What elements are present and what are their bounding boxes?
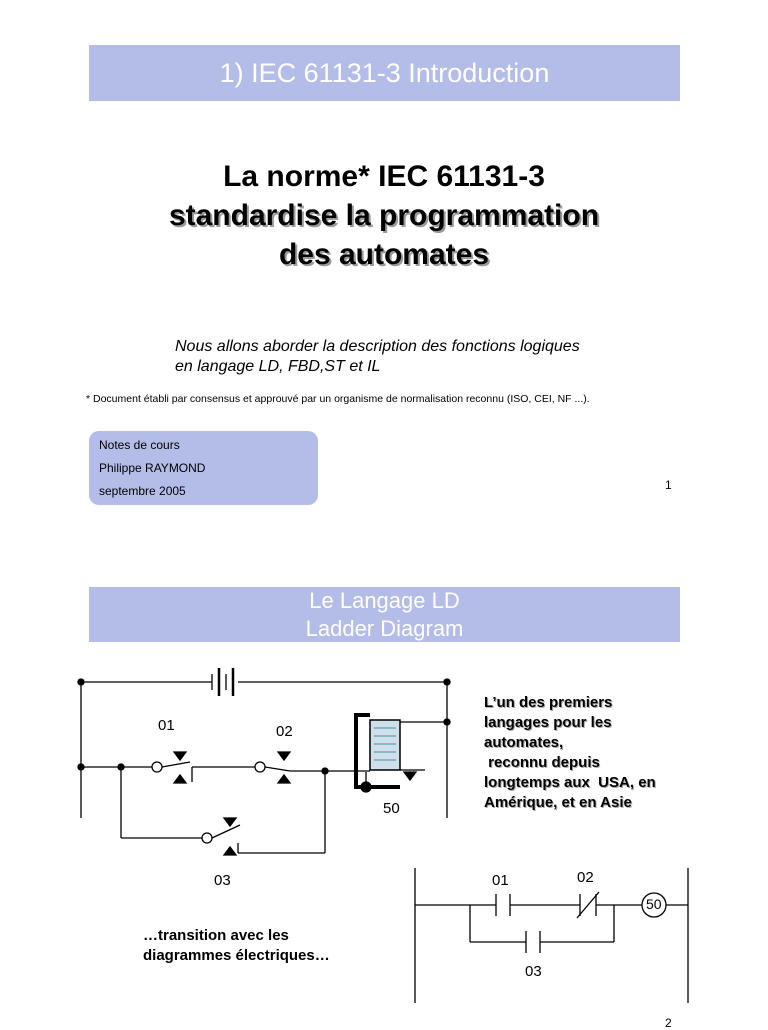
contact-03-symbol — [202, 818, 240, 855]
electrical-label-coil: 50 — [383, 800, 400, 817]
slide1-intro-line1: Nous allons aborder la description des fonctions logiques — [175, 338, 580, 355]
slide1-title-line3: des automates — [278, 238, 490, 271]
ladder-label-02: 02 — [577, 869, 594, 886]
slide2-banner-line2: Ladder Diagram — [305, 616, 464, 641]
ladder-contact-02 — [577, 892, 599, 918]
electrical-label-02: 02 — [276, 723, 293, 740]
ld-description-text: L’un des premiers langages pour les automates, reconnu depuis longtemps aux USA, en Amérique, et en Asie — [484, 694, 656, 811]
electrical-label-03: 03 — [214, 872, 231, 889]
slide1-intro-line2: en langage LD, FBD,ST et IL — [175, 358, 381, 375]
electrical-label-01: 01 — [158, 717, 175, 734]
battery-symbol — [212, 668, 233, 696]
slide1-banner-title: 1) IEC 61131-3 Introduction — [219, 58, 550, 88]
slide1-footnote: * Document établi par consensus et approuvé par un organisme de normalisation reconnu (ISO, CEI, NF ...). — [86, 393, 590, 405]
contact-02-symbol — [255, 752, 290, 783]
relay-coil-symbol — [356, 715, 447, 787]
notes-date: septembre 2005 — [99, 484, 186, 498]
ladder-label-03: 03 — [525, 963, 542, 980]
ladder-coil-label: 50 — [646, 896, 662, 912]
slide1-page-number: 1 — [665, 478, 672, 492]
transition-text: …transition avec les diagrammes électriques… — [143, 927, 330, 964]
notes-author: Philippe RAYMOND — [99, 461, 206, 475]
slide1-title-line2: standardise la programmation — [168, 199, 600, 232]
contact-01-symbol — [152, 752, 192, 783]
slide1-title-line1: La norme* IEC 61131-3 — [223, 160, 545, 193]
notes-line1: Notes de cours — [99, 438, 180, 452]
ladder-contact-01 — [496, 894, 510, 916]
slide2-banner-line1: Le Langage LD — [309, 588, 460, 613]
ladder-label-01: 01 — [492, 872, 509, 889]
slide2-page-number: 2 — [665, 1016, 672, 1030]
ladder-contact-03 — [526, 931, 540, 953]
electrical-schematic — [78, 668, 450, 855]
ladder-diagram — [415, 868, 688, 1003]
